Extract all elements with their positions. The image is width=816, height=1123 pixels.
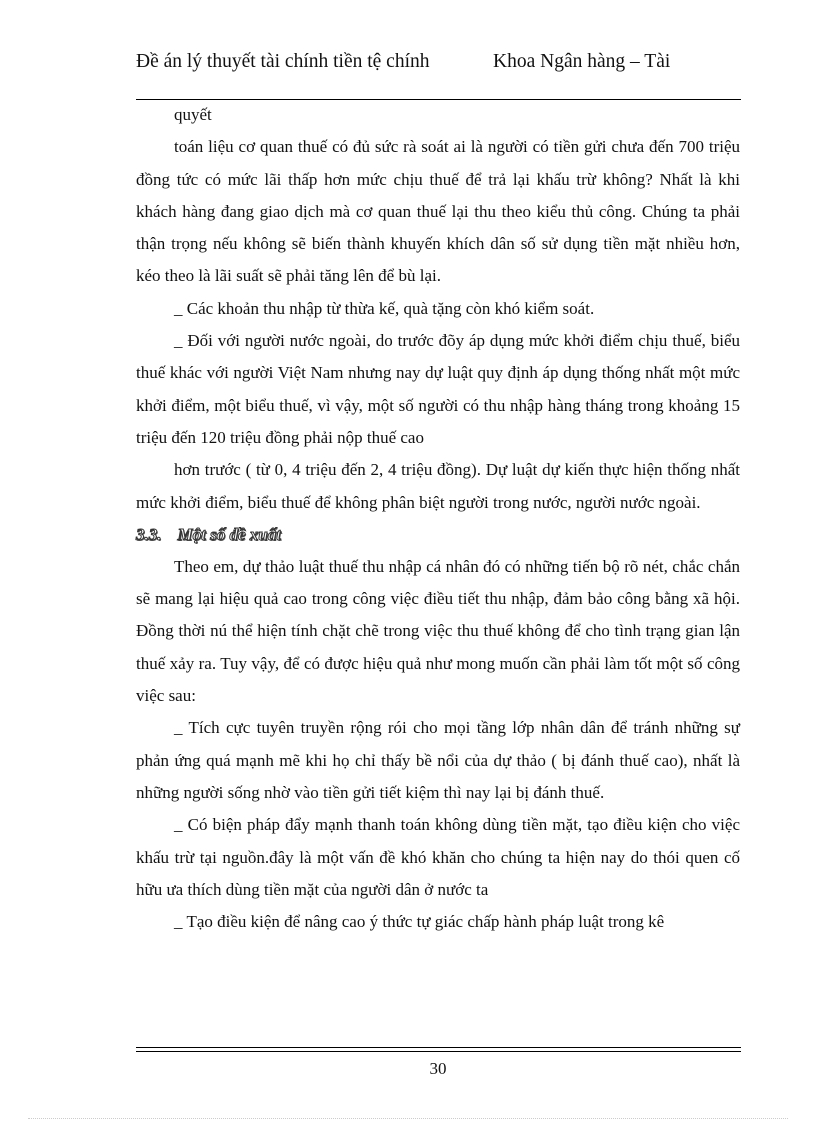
header-faculty: Khoa Ngân hàng – Tài — [493, 51, 671, 72]
section-heading — [136, 519, 740, 551]
page-header — [136, 48, 740, 98]
paragraph-fragment: quyết — [174, 105, 212, 124]
paragraph: _ Tích cực tuyên truyền rộng rói cho mọi tầng lớp nhân dân để tránh những sự phản ứng quá mạnh mẽ khi họ chỉ thấy bề nổi của dự thảo ( bị đánh thuế cao), nhất là những người sống nhờ vào tiền gửi tiết kiệm thì nay lại bị đánh thuế. — [136, 718, 740, 802]
paragraph: _ Các khoản thu nhập từ thừa kế, quà tặng còn khó kiểm soát. — [174, 298, 595, 318]
paragraph: _ Có biện pháp đẩy mạnh thanh toán không dùng tiền mặt, tạo điều kiện cho việc khấu trừ tại nguồn.đây là một vấn đề khó khăn cho chúng ta hiện nay do thói quen cố hữu ưa thích dùng tiền mặt của người dân ở nước ta — [136, 815, 740, 899]
header-document-title: Đề án lý thuyết tài chính tiền tệ chính — [136, 51, 430, 72]
section-title: Một số đề xuất — [177, 524, 281, 544]
footer-rule — [136, 1051, 741, 1052]
footer-rule — [136, 1047, 741, 1048]
page-body — [136, 99, 740, 938]
paragraph: hơn trước ( từ 0, 4 triệu đến 2, 4 triệu đồng). Dự luật dự kiến thực hiện thống nhất mức khởi điểm, biểu thuế để không phân biệt người trong nước, người nước ngoài. — [136, 460, 740, 512]
section-number: 3.3. — [136, 524, 162, 544]
paragraph: _ Tạo điều kiện để nâng cao ý thức tự giác chấp hành pháp luật trong kê — [174, 912, 665, 932]
page-edge-dotted-line — [28, 1118, 788, 1119]
page-number: 30 — [429, 1059, 447, 1078]
paragraph: _ Đối với người nước ngoài, do trước đõy áp dụng mức khởi điểm chịu thuế, biểu thuế khác với người Việt Nam nhưng nay dự luật quy định áp dụng thống nhất một mức khởi điểm, một biểu thuế, vì vậy, một số người có thu nhập hàng tháng trong khoảng 15 triệu đến 120 triệu đồng phải nộp thuế cao — [136, 331, 740, 447]
paragraph: Theo em, dự thảo luật thuế thu nhập cá nhân đó có những tiến bộ rõ nét, chắc chắn sẽ mang lại hiệu quả cao trong công việc điều tiết thu nhập, đảm bảo công bằng xã hội. Đồng thời nú thể hiện tính chặt chẽ trong việc thu thuế không để cho tình trạng gian lận thuế xảy ra. Tuy vậy, để có được hiệu quả như mong muốn cần phải làm tốt một số công việc sau: — [136, 556, 740, 706]
paragraph: toán liệu cơ quan thuế có đủ sức rà soát ai là người có tiền gửi chưa đến 700 triệu đồng tức có mức lãi thấp hơn mức chịu thuế để trả lại khấu trừ không? Nhất là khi khách hàng đang giao dịch mà cơ quan thuế lại thu theo kiểu thủ công. Chúng ta phải thận trọng nếu không sẽ biến thành khuyến khích dân số sử dụng tiền mặt nhiều hơn, kéo theo là lãi suất sẽ phải tăng lên để bù lại. — [136, 137, 740, 286]
